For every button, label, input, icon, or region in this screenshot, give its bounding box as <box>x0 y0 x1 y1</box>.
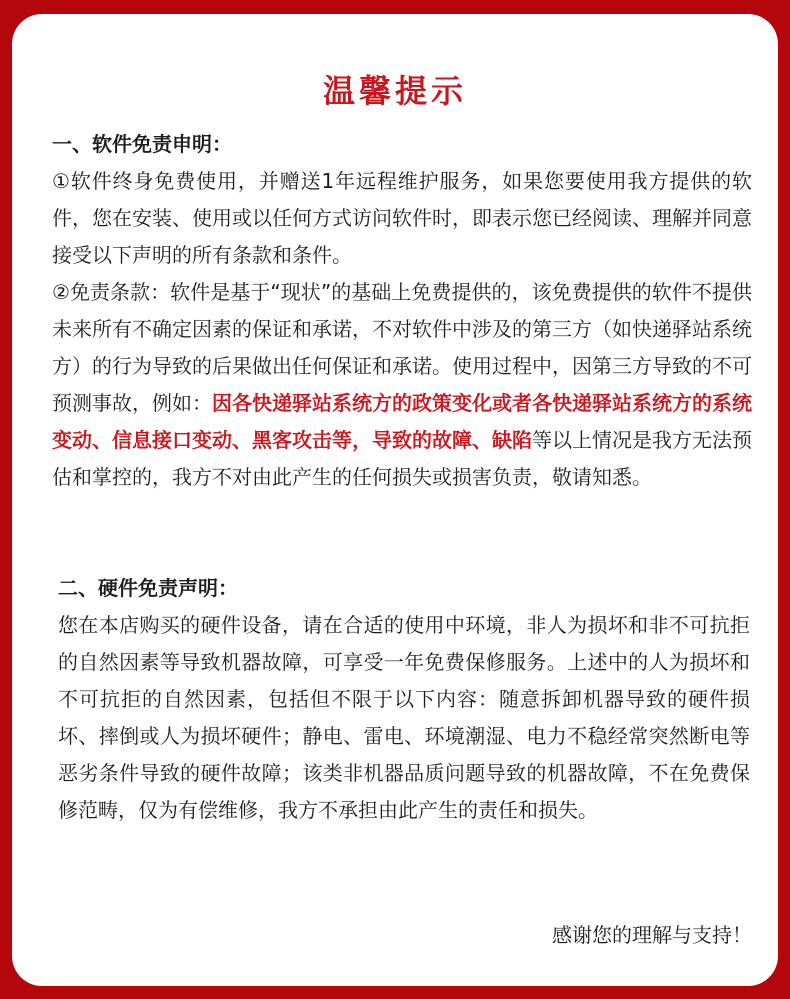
page-title: 温馨提示 <box>322 72 467 110</box>
software-disclaimer-section <box>52 126 752 496</box>
hardware-clause: 您在本店购买的硬件设备，请在合适的使用中环境，非人为损坏和非不可抗拒的自然因素等导致机器故障，可享受一年免费保修服务。上述中的人为损坏和不可抗拒的自然因素，包括但不限于以下内容：随意拆卸机器导致的硬件损坏、摔倒或人为损坏硬件；静电、雷电、环境潮湿、电力不稳经常突然断电等恶劣条件导致的硬件故障；该类非机器品质问题导致的机器故障，不在免费保修范畴，仅为有偿维修，我方不承担由此产生的责任和损失。 <box>58 613 750 822</box>
notice-card <box>12 14 778 986</box>
thanks-note: 感谢您的理解与支持！ <box>552 923 752 947</box>
hardware-disclaimer-section <box>58 570 750 829</box>
software-clause-1: ①软件终身免费使用，并赠送1年远程维护服务，如果您要使用我方提供的软件，您在安装、使用或以任何方式访问软件时，即表示您已经阅读、理解并同意接受以下声明的所有条款和条件。 <box>52 169 752 267</box>
hardware-disclaimer-heading: 二、硬件免责声明： <box>58 576 238 600</box>
software-clause-2 <box>52 274 752 496</box>
clause-2-text-start: ②免责条款：软件是基于“现状”的基础上免费提供的，该免费提供的软件不提供未来所有不确定因素的保证和承诺，不对软件中涉及的第三方（如快递驿站系统方）的行为导致的后果做出任何保证和承诺。使用过程中，因第三方导致的不可预测事故，例如： <box>52 280 752 415</box>
software-disclaimer-heading: 一、软件免责申明： <box>52 132 232 156</box>
clause-2-text-end: 等以上情况是我方无法预估和掌控的，我方不对由此产生的任何损失或损害负责，敬请知悉。 <box>52 428 752 489</box>
clause-2-highlight: 因各快递驿站系统方的政策变化或者各快递驿站系统方的系统变动、信息接口变动、黑客攻击等，导致的故障、缺陷 <box>52 391 752 452</box>
